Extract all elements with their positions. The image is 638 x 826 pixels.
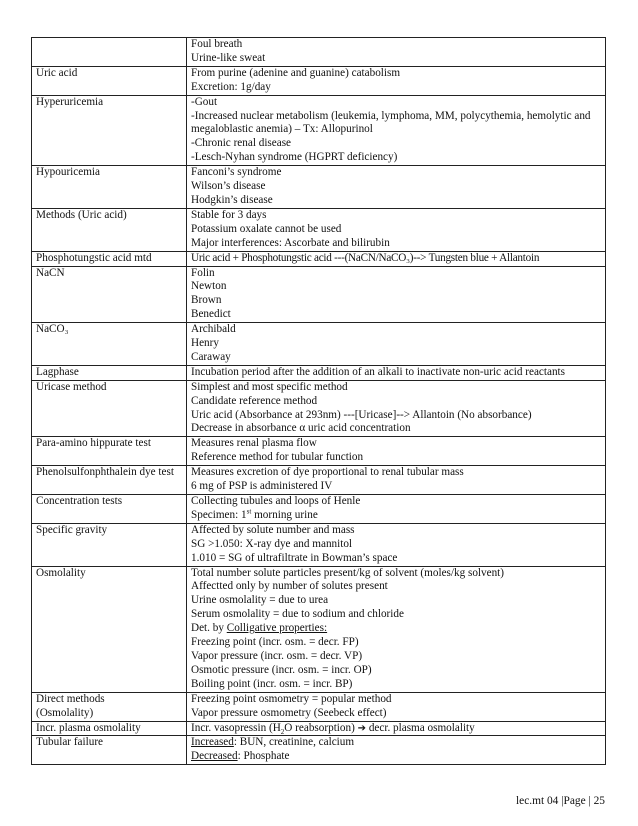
table-row: [32, 736, 606, 765]
table-row: [32, 365, 606, 380]
term-cell: Lagphase: [32, 365, 187, 380]
subscript-2: 2: [280, 727, 285, 736]
description-line: Major interferences: Ascorbate and bilirubin: [191, 236, 390, 249]
colligative-line: [191, 622, 602, 636]
colligative-heading: Colligative properties:: [226, 622, 328, 635]
description-cell: [187, 566, 606, 692]
increased-values: : BUN, creatinine, calcium: [233, 736, 355, 749]
term-cell: NaCN: [32, 266, 187, 323]
description-line: Affectted only by number of solutes present: [191, 580, 388, 593]
description-line: Total number solute particles present/kg of solvent (moles/kg solvent): [191, 566, 505, 579]
table-row: [32, 166, 606, 209]
colligative-prefix: Det. by: [191, 622, 227, 635]
vasopressin-text-mid: O reabsorption): [284, 721, 358, 734]
description-cell: [187, 495, 606, 524]
term-cell: Concentration tests: [32, 495, 187, 524]
description-line: Stable for 3 days: [191, 208, 267, 221]
table-row: [32, 38, 606, 67]
table-row: [32, 251, 606, 266]
description-line: Archibald: [191, 323, 236, 336]
description-cell: [187, 365, 606, 380]
description-cell: [187, 323, 606, 366]
description-cell: [187, 437, 606, 466]
term-cell: Incr. plasma osmolality: [32, 721, 187, 736]
description-cell: [187, 208, 606, 251]
term-cell: Para-amino hippurate test: [32, 437, 187, 466]
term-cell: Phenolsulfonphthalein dye test: [32, 466, 187, 495]
description-line: Vapor pressure (incr. osm. = decr. VP): [191, 649, 363, 662]
description-line: SG >1.050: X-ray dye and mannitol: [191, 537, 353, 550]
description-line: Benedict: [191, 308, 231, 321]
term-cell: [32, 38, 187, 67]
table-row: [32, 692, 606, 721]
specimen-text-end: morning urine: [251, 508, 318, 521]
description-line: Urine-like sweat: [191, 51, 266, 64]
term-cell: Hypouricemia: [32, 166, 187, 209]
description-cell: [187, 251, 606, 266]
term-cell: Phosphotungstic acid mtd: [32, 251, 187, 266]
description-line: Measures excretion of dye proportional to renal tubular mass: [191, 466, 464, 479]
description-cell: [187, 466, 606, 495]
vasopressin-line: [191, 722, 602, 736]
description-line: 6 mg of PSP is administered IV: [191, 480, 333, 493]
table-row: [32, 95, 606, 166]
table-row: [32, 466, 606, 495]
table-row: [32, 523, 606, 566]
description-line: Uric acid + Phosphotungstic acid ---(NaCN/NaCO₃)--> Tungsten blue + Allantoin: [191, 251, 540, 264]
description-line: Wilson’s disease: [191, 180, 266, 193]
description-line: Foul breath: [191, 38, 243, 50]
table-row: [32, 208, 606, 251]
description-line: Affected by solute number and mass: [191, 523, 355, 536]
description-line: Hodgkin’s disease: [191, 193, 273, 206]
table-row: [32, 380, 606, 437]
description-cell: [187, 721, 606, 736]
description-line: Excretion: 1g/day: [191, 80, 271, 93]
description-line: Candidate reference method: [191, 394, 318, 407]
description-line: Osmotic pressure (incr. osm. = incr. OP): [191, 663, 372, 676]
description-line: Urine osmolality = due to urea: [191, 594, 329, 607]
vasopressin-text-end: decr. plasma osmolality: [366, 721, 475, 734]
description-line: Freezing point (incr. osm. = decr. FP): [191, 636, 359, 649]
table-row: [32, 66, 606, 95]
description-cell: [187, 95, 606, 166]
term-cell: Osmolality: [32, 566, 187, 692]
description-line: Collecting tubules and loops of Henle: [191, 495, 361, 507]
notes-table: [31, 37, 606, 765]
decreased-label: Decreased: [191, 750, 238, 763]
description-cell: [187, 692, 606, 721]
description-line: -Gout: [191, 95, 218, 108]
increased-line: [191, 736, 602, 750]
description-line: Uric acid (Absorbance at 293nm) ---[Uricase]--> Allantoin (No absorbance): [191, 408, 532, 421]
description-cell: [187, 736, 606, 765]
specimen-text: Specimen: 1: [191, 508, 247, 521]
table-row: [32, 721, 606, 736]
description-line: Reference method for tubular function: [191, 451, 364, 464]
term-cell: Methods (Uric acid): [32, 208, 187, 251]
description-line: Incubation period after the addition of an alkali to inactivate non-uric acid reactants: [191, 365, 566, 378]
description-line: 1.010 = SG of ultrafiltrate in Bowman’s space: [191, 551, 398, 564]
increased-label: Increased: [191, 736, 234, 749]
vasopressin-text: Incr. vasopressin (H: [191, 721, 281, 734]
specimen-line: [191, 509, 602, 523]
description-line: Potassium oxalate cannot be used: [191, 222, 342, 235]
description-line: Brown: [191, 294, 222, 307]
description-line: Newton: [191, 280, 227, 293]
term-cell: Uricase method: [32, 380, 187, 437]
description-line: -Lesch-Nyhan syndrome (HGPRT deficiency): [191, 151, 398, 164]
term-cell: Tubular failure: [32, 736, 187, 765]
table-row: [32, 323, 606, 366]
description-cell: [187, 38, 606, 67]
term-cell: NaCO₃: [32, 323, 187, 366]
term-cell: Specific gravity: [32, 523, 187, 566]
right-arrow-icon: ➔: [357, 722, 367, 734]
term-line: (Osmolality): [36, 706, 94, 719]
description-line: Boiling point (incr. osm. = incr. BP): [191, 677, 353, 690]
description-line: Henry: [191, 337, 219, 350]
decreased-line: [191, 750, 602, 764]
table-row: [32, 495, 606, 524]
table-row: [32, 266, 606, 323]
description-line: Folin: [191, 266, 215, 279]
ordinal-suffix: st: [246, 508, 252, 516]
table-row: [32, 566, 606, 692]
page-footer: lec.mt 04 |Page | 25: [515, 795, 605, 807]
description-line: Simplest and most specific method: [191, 380, 348, 393]
description-cell: [187, 266, 606, 323]
description-cell: [187, 66, 606, 95]
decreased-values: : Phosphate: [237, 750, 290, 763]
description-line: Serum osmolality = due to sodium and chloride: [191, 608, 404, 621]
description-line: Freezing point osmometry = popular method: [191, 692, 392, 705]
description-line: Decrease in absorbance α uric acid concentration: [191, 422, 411, 435]
description-cell: [187, 166, 606, 209]
term-cell: Uric acid: [32, 66, 187, 95]
description-line: -Increased nuclear metabolism (leukemia, lymphoma, MM, polycythemia, hemolytic and megaloblastic anemia) – Tx: Allopurinol: [191, 109, 591, 136]
description-cell: [187, 380, 606, 437]
term-line: Direct methods: [36, 692, 105, 705]
table-row: [32, 437, 606, 466]
description-line: Fanconi’s syndrome: [191, 166, 282, 179]
description-line: Measures renal plasma flow: [191, 437, 317, 450]
description-line: From purine (adenine and guanine) catabolism: [191, 66, 401, 79]
term-cell: Hyperuricemia: [32, 95, 187, 166]
description-cell: [187, 523, 606, 566]
description-line: Caraway: [191, 350, 231, 363]
term-cell: [32, 692, 187, 721]
description-line: Vapor pressure osmometry (Seebeck effect): [191, 706, 387, 719]
description-line: -Chronic renal disease: [191, 137, 292, 150]
